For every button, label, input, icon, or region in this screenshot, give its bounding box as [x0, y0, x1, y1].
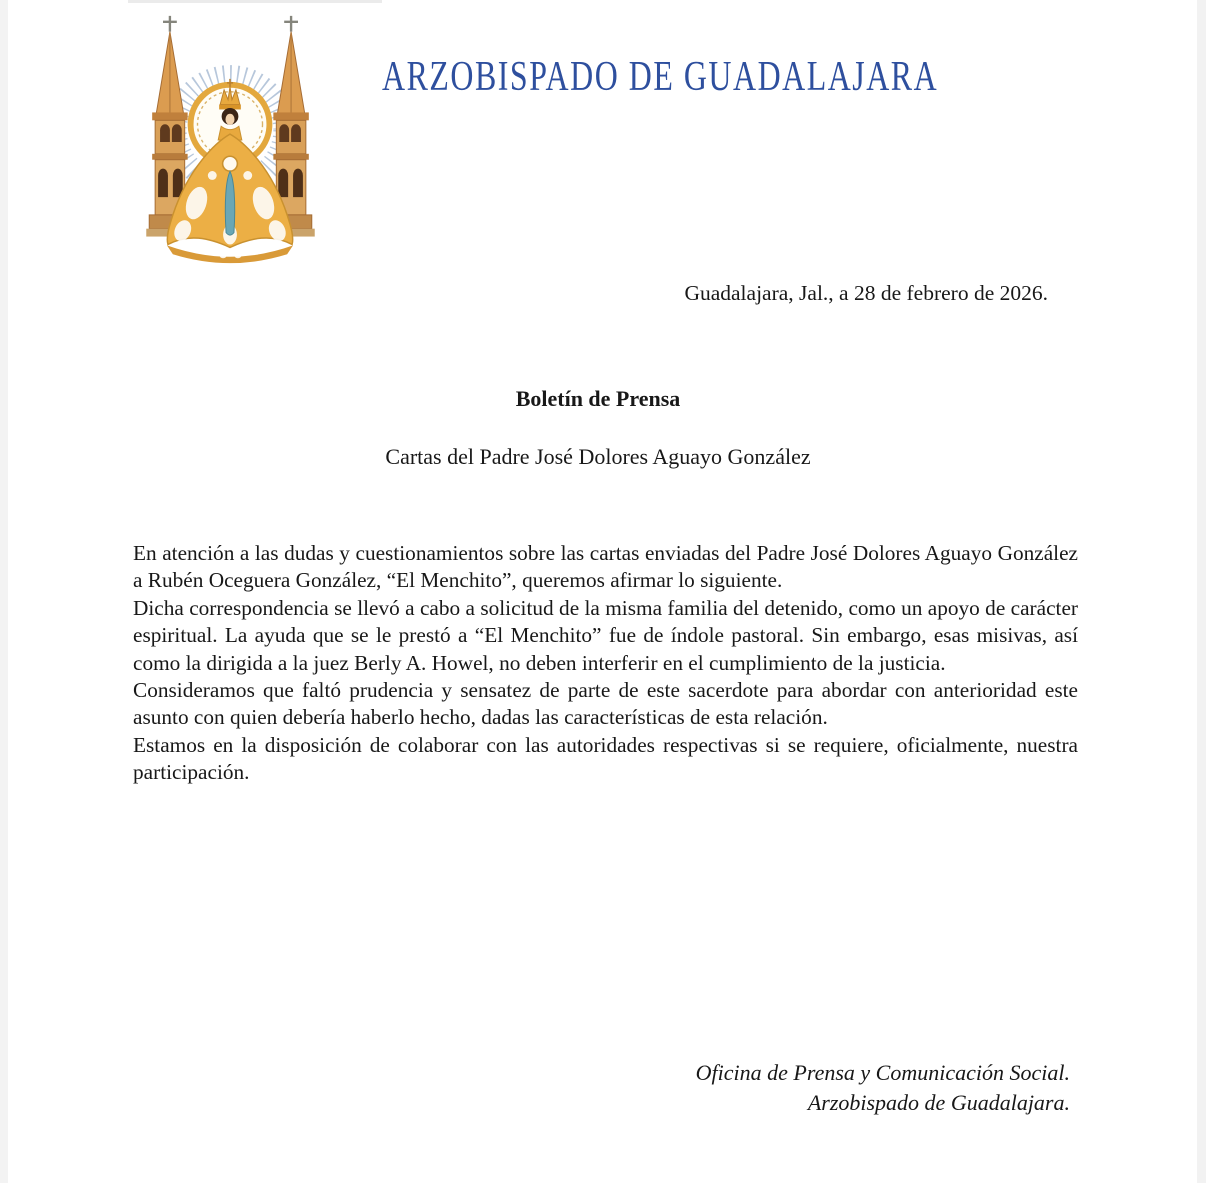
- body-paragraph: Dicha correspondencia se llevó a cabo a solicitud de la misma familia del detenido, como un apoyo de carácter espiritual. La ayuda que se le prestó a “El Menchito” fue de índole pastoral. Sin embargo, esas misivas, así como la dirigida a la juez Berly A. Howel, no deben interferir en el cumplimiento de la justicia.: [133, 595, 1078, 675]
- bulletin-headline: Boletín de Prensa: [515, 386, 681, 411]
- masthead-title: ARZOBISPADO DE GUADALAJARA: [382, 54, 939, 100]
- page-edge-right: [1197, 0, 1206, 1183]
- signature-line: Oficina de Prensa y Comunicación Social.: [695, 1060, 1070, 1085]
- body-paragraph: Consideramos que faltó prudencia y sensatez de parte de este sacerdote para abordar con anterioridad este asunto con quien debería haberlo hecho, dadas las características de esta relación.: [133, 678, 1078, 730]
- arzobispado-logo-icon: [128, 8, 333, 274]
- page-edge-left: [0, 0, 8, 1183]
- virgin-face: [225, 114, 234, 125]
- dateline: Guadalajara, Jal., a 28 de febrero de 2026.: [684, 281, 1048, 305]
- bulletin-subheadline: Cartas del Padre José Dolores Aguayo González: [385, 444, 811, 469]
- child-figure: [225, 172, 234, 236]
- signature-block: [133, 1058, 1070, 1118]
- scan-artifact-line: [128, 0, 382, 3]
- body-paragraph: Estamos en la disposición de colaborar con las autoridades respectivas si se requiere, oficialmente, nuestra participación.: [133, 732, 1078, 785]
- bulletin-body: [133, 540, 1078, 787]
- signature-line: Arzobispado de Guadalajara.: [807, 1090, 1070, 1115]
- medallion: [223, 156, 238, 171]
- body-paragraph: En atención a las dudas y cuestionamientos sobre las cartas enviadas del Padre José Dolores Aguayo González a Rubén Oceguera González, “El Menchito”, queremos afirmar lo siguiente.: [133, 541, 1078, 593]
